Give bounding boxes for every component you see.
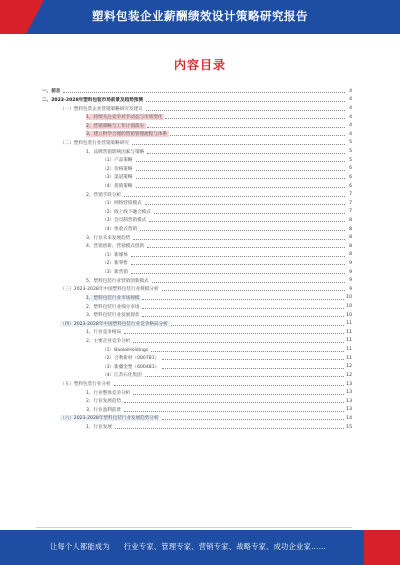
toc-entry-text: （一）塑料包装企业营销策略研究及建议 [60, 106, 143, 112]
toc-dot-leader [162, 290, 345, 291]
toc-entry[interactable] [36, 276, 352, 285]
toc-dot-leader [140, 230, 345, 231]
toc-dot-leader [142, 308, 344, 309]
toc-entry[interactable] [36, 96, 352, 105]
report-header [0, 0, 400, 34]
footer-slogan-lead: 让每个人都能成为 [50, 542, 110, 551]
toc-dot-leader [133, 342, 344, 343]
toc-page-number: 7 [349, 200, 352, 206]
toc-entry[interactable] [36, 406, 352, 415]
toc-dot-leader [162, 419, 345, 420]
toc-dot-leader [149, 221, 345, 222]
toc-entry[interactable] [36, 414, 352, 423]
toc-entry-text: （1）BaolaiHoldings [102, 347, 149, 353]
toc-entry-text: （1）新媒体 [102, 252, 128, 258]
toc-entry[interactable] [36, 337, 352, 346]
toc-entry-text: （五）塑料包装行业分析 [60, 382, 111, 388]
toc-page-number: 14 [346, 415, 352, 421]
toc-entry-text: （1）产品策略 [102, 158, 133, 164]
toc-dot-leader [114, 385, 345, 386]
toc-entry[interactable] [36, 268, 352, 277]
toc-entry[interactable] [36, 259, 352, 268]
toc-entry[interactable] [36, 164, 352, 173]
toc-page-number: 15 [346, 424, 352, 430]
toc-entry-text: （3）渠道策略 [102, 175, 133, 181]
toc-page-number: 11 [346, 355, 352, 361]
toc-entry[interactable] [36, 121, 352, 130]
footer-slogan-roles: 行业专家、管理专家、营销专家、战略专家、成功企业家…… [123, 542, 327, 551]
toc-entry[interactable] [36, 311, 352, 320]
report-title: 塑料包装企业薪酬绩效设计策略研究报告 [92, 9, 308, 23]
toc-entry-text: 1、行业整体竞争分析 [86, 390, 131, 396]
toc-page-number: 13 [346, 407, 352, 413]
toc-page-number: 12 [346, 364, 352, 370]
toc-entry[interactable] [36, 242, 352, 251]
toc-dot-leader [142, 316, 344, 317]
toc-dot-leader [147, 127, 345, 128]
toc-entry-text: 3、行业未来发展趋势 [86, 235, 131, 241]
toc-page-number: 5 [349, 149, 352, 155]
toc-page-number: 6 [349, 174, 352, 180]
toc-entry-text: 2、行业发展趋势 [86, 399, 122, 405]
toc-entry-text: 2、主要企业竞争分析 [86, 338, 131, 344]
toc-entry[interactable] [36, 363, 352, 372]
toc-dot-leader [115, 428, 344, 429]
toc-entry[interactable] [36, 319, 352, 328]
toc-dot-leader [162, 368, 344, 369]
toc-dot-leader [124, 411, 344, 412]
toc-entry[interactable] [36, 225, 352, 234]
toc-page-number: 6 [349, 183, 352, 189]
toc-entry-text: 一、前言 [42, 89, 61, 95]
toc-entry[interactable] [36, 345, 352, 354]
toc-entry[interactable] [36, 371, 352, 380]
toc-entry[interactable] [36, 190, 352, 199]
toc-entry-text: 3、塑料包装行业发展现状 [86, 313, 140, 319]
toc-page-number: 10 [346, 295, 352, 301]
toc-entry[interactable] [36, 113, 352, 122]
toc-entry[interactable] [36, 423, 352, 432]
toc-entry-text: 1、持续关注竞争对手动态与市场变化 [86, 115, 163, 121]
toc-dot-leader [162, 359, 344, 360]
toc-page-number: 8 [349, 252, 352, 258]
toc-page-number: 9 [349, 286, 352, 292]
toc-heading: 内容目录 [173, 58, 226, 72]
toc-entry-text: （2）价格策略 [102, 166, 133, 172]
toc-page-number: 11 [346, 329, 352, 335]
toc-entry[interactable] [36, 294, 352, 303]
toc-entry-text: 4、营销创新、营销模式创新 [86, 244, 145, 250]
toc-entry[interactable] [36, 328, 352, 337]
toc-entry-text: （三）2023-2028年中国塑料包装行业规模分析 [60, 287, 159, 293]
toc-page-number: 11 [346, 347, 352, 353]
toc-entry[interactable] [36, 130, 352, 139]
footer-accent [364, 530, 400, 565]
toc-page-number: 7 [349, 209, 352, 215]
toc-entry-text: 二、2023-2028年塑料包装市场前景及趋势预测 [42, 97, 143, 103]
toc-page-number: 11 [346, 321, 352, 327]
toc-entry[interactable] [36, 104, 352, 113]
toc-dot-leader [145, 204, 345, 205]
toc-entry[interactable] [36, 182, 352, 191]
toc-page-number: 11 [346, 338, 352, 344]
toc-entry-text: （4）江苏石化集团 [102, 373, 142, 379]
toc-dot-leader [136, 178, 346, 179]
toc-entry-text: （3）会员制营销模式 [102, 218, 147, 224]
toc-page-number: 4 [349, 131, 352, 137]
toc-dot-leader [151, 351, 344, 352]
toc-dot-leader [133, 239, 345, 240]
report-footer [0, 530, 400, 565]
toc-entry-text: 2、营销策略与工作计划落实 [86, 123, 145, 129]
toc-entry-text: 3、建立科学合理的营销管理流程与体系 [86, 132, 168, 138]
toc-dot-leader [170, 135, 345, 136]
toc-dot-leader [131, 264, 345, 265]
toc-entry-text: （4）促销策略 [102, 184, 133, 189]
toc-dot-leader [142, 299, 344, 300]
toc-entry-text: 2、营销手段分析 [86, 192, 122, 198]
page-divider [36, 527, 352, 528]
toc-entry[interactable] [36, 233, 352, 242]
toc-dot-leader [165, 118, 345, 119]
toc-entry-text: 3、行业盈利前景 [86, 407, 122, 413]
toc-page-number: 9 [349, 269, 352, 275]
toc-dot-leader [146, 101, 345, 102]
toc-page-number: 4 [349, 106, 352, 112]
toc-dot-leader [146, 110, 345, 111]
toc-dot-leader [124, 196, 345, 197]
toc-entry-text: （3）新疆金塑（600481） [102, 364, 160, 370]
toc-entry-text: 2、塑料包装行业细分市场 [86, 304, 140, 310]
toc-dot-leader [136, 161, 346, 162]
toc-dot-leader [147, 247, 345, 248]
toc-page-number: 13 [346, 390, 352, 396]
toc-entry[interactable] [36, 251, 352, 260]
toc-page-number: 12 [346, 372, 352, 378]
toc-page-number: 8 [349, 226, 352, 232]
toc-entry-text: （2）线上线下融合模式 [102, 209, 151, 215]
toc-entry-text: （4）体验式营销 [102, 227, 138, 233]
toc-entry-text: 1、品牌营销影响因素与策略 [86, 149, 145, 155]
toc-entry-text: 5、塑料包装行业营销创新模式 [86, 278, 149, 284]
toc-dot-leader [145, 376, 344, 377]
toc-entry-text: （1）网络营销模式 [102, 201, 142, 207]
toc-dot-leader [154, 213, 345, 214]
toc-dot-leader [131, 273, 345, 274]
toc-entry-text: 1、行业发展 [86, 425, 112, 431]
toc-page-number: 10 [346, 312, 352, 318]
toc-page-number: 9 [349, 278, 352, 284]
toc-page-number: 6 [349, 166, 352, 172]
toc-page-number: 8 [349, 243, 352, 249]
toc-dot-leader [133, 394, 344, 395]
toc-page-number: 9 [349, 260, 352, 266]
toc-dot-leader [171, 325, 344, 326]
toc-dot-leader [136, 170, 346, 171]
toc-dot-leader [152, 282, 345, 283]
toc-entry-text: （四）2023-2028年中国塑料包装行业竞争格局分析 [60, 321, 168, 327]
toc-page-number: 4 [349, 123, 352, 129]
toc-dot-leader [124, 402, 344, 403]
toc-page-number: 7 [349, 192, 352, 198]
toc-page-number: 4 [349, 114, 352, 120]
toc-entry[interactable] [36, 199, 352, 208]
toc-entry-text: （2）新零售 [102, 261, 128, 267]
toc-entry[interactable] [36, 397, 352, 406]
toc-entry[interactable] [36, 87, 352, 96]
toc-page-number: 5 [349, 140, 352, 146]
toc-entry[interactable] [36, 147, 352, 156]
toc-page-number: 8 [349, 217, 352, 223]
toc-entry-text: （六）2023-2028年塑料包装行业发展趋势分析 [60, 416, 159, 422]
toc-dot-leader [136, 187, 346, 188]
toc-dot-leader [147, 153, 345, 154]
toc-entry-text: （2）合利新材（000781） [102, 356, 160, 362]
footer-slogan [50, 542, 326, 552]
toc-entry-text: 1、行业竞争格局 [86, 330, 122, 336]
toc-entry[interactable] [36, 354, 352, 363]
toc-entry-text: 1、塑料包装行业市场规模 [86, 295, 140, 301]
toc-entry[interactable] [36, 208, 352, 217]
toc-entry[interactable] [36, 216, 352, 225]
toc-entry-text: （3）新营销 [102, 270, 128, 276]
toc-entry[interactable] [36, 285, 352, 294]
toc-page-number: 5 [349, 157, 352, 163]
toc-page-number: 4 [349, 88, 352, 94]
toc-page-number: 13 [346, 381, 352, 387]
toc-entry[interactable] [36, 173, 352, 182]
toc-entry[interactable] [36, 302, 352, 311]
toc-entry[interactable] [36, 388, 352, 397]
toc-entry[interactable] [36, 156, 352, 165]
toc-entry-text: （二）塑料包装行业营销策略研究 [60, 140, 129, 146]
toc-entry[interactable] [36, 380, 352, 389]
toc-page-number: 4 [349, 97, 352, 103]
toc-page-number: 10 [346, 304, 352, 310]
toc-dot-leader [63, 92, 345, 93]
toc-dot-leader [124, 333, 344, 334]
toc-entry[interactable] [36, 139, 352, 148]
table-of-contents [36, 87, 352, 431]
toc-page-number: 8 [349, 235, 352, 241]
toc-page-number: 13 [346, 398, 352, 404]
toc-dot-leader [132, 144, 345, 145]
toc-dot-leader [131, 256, 345, 257]
